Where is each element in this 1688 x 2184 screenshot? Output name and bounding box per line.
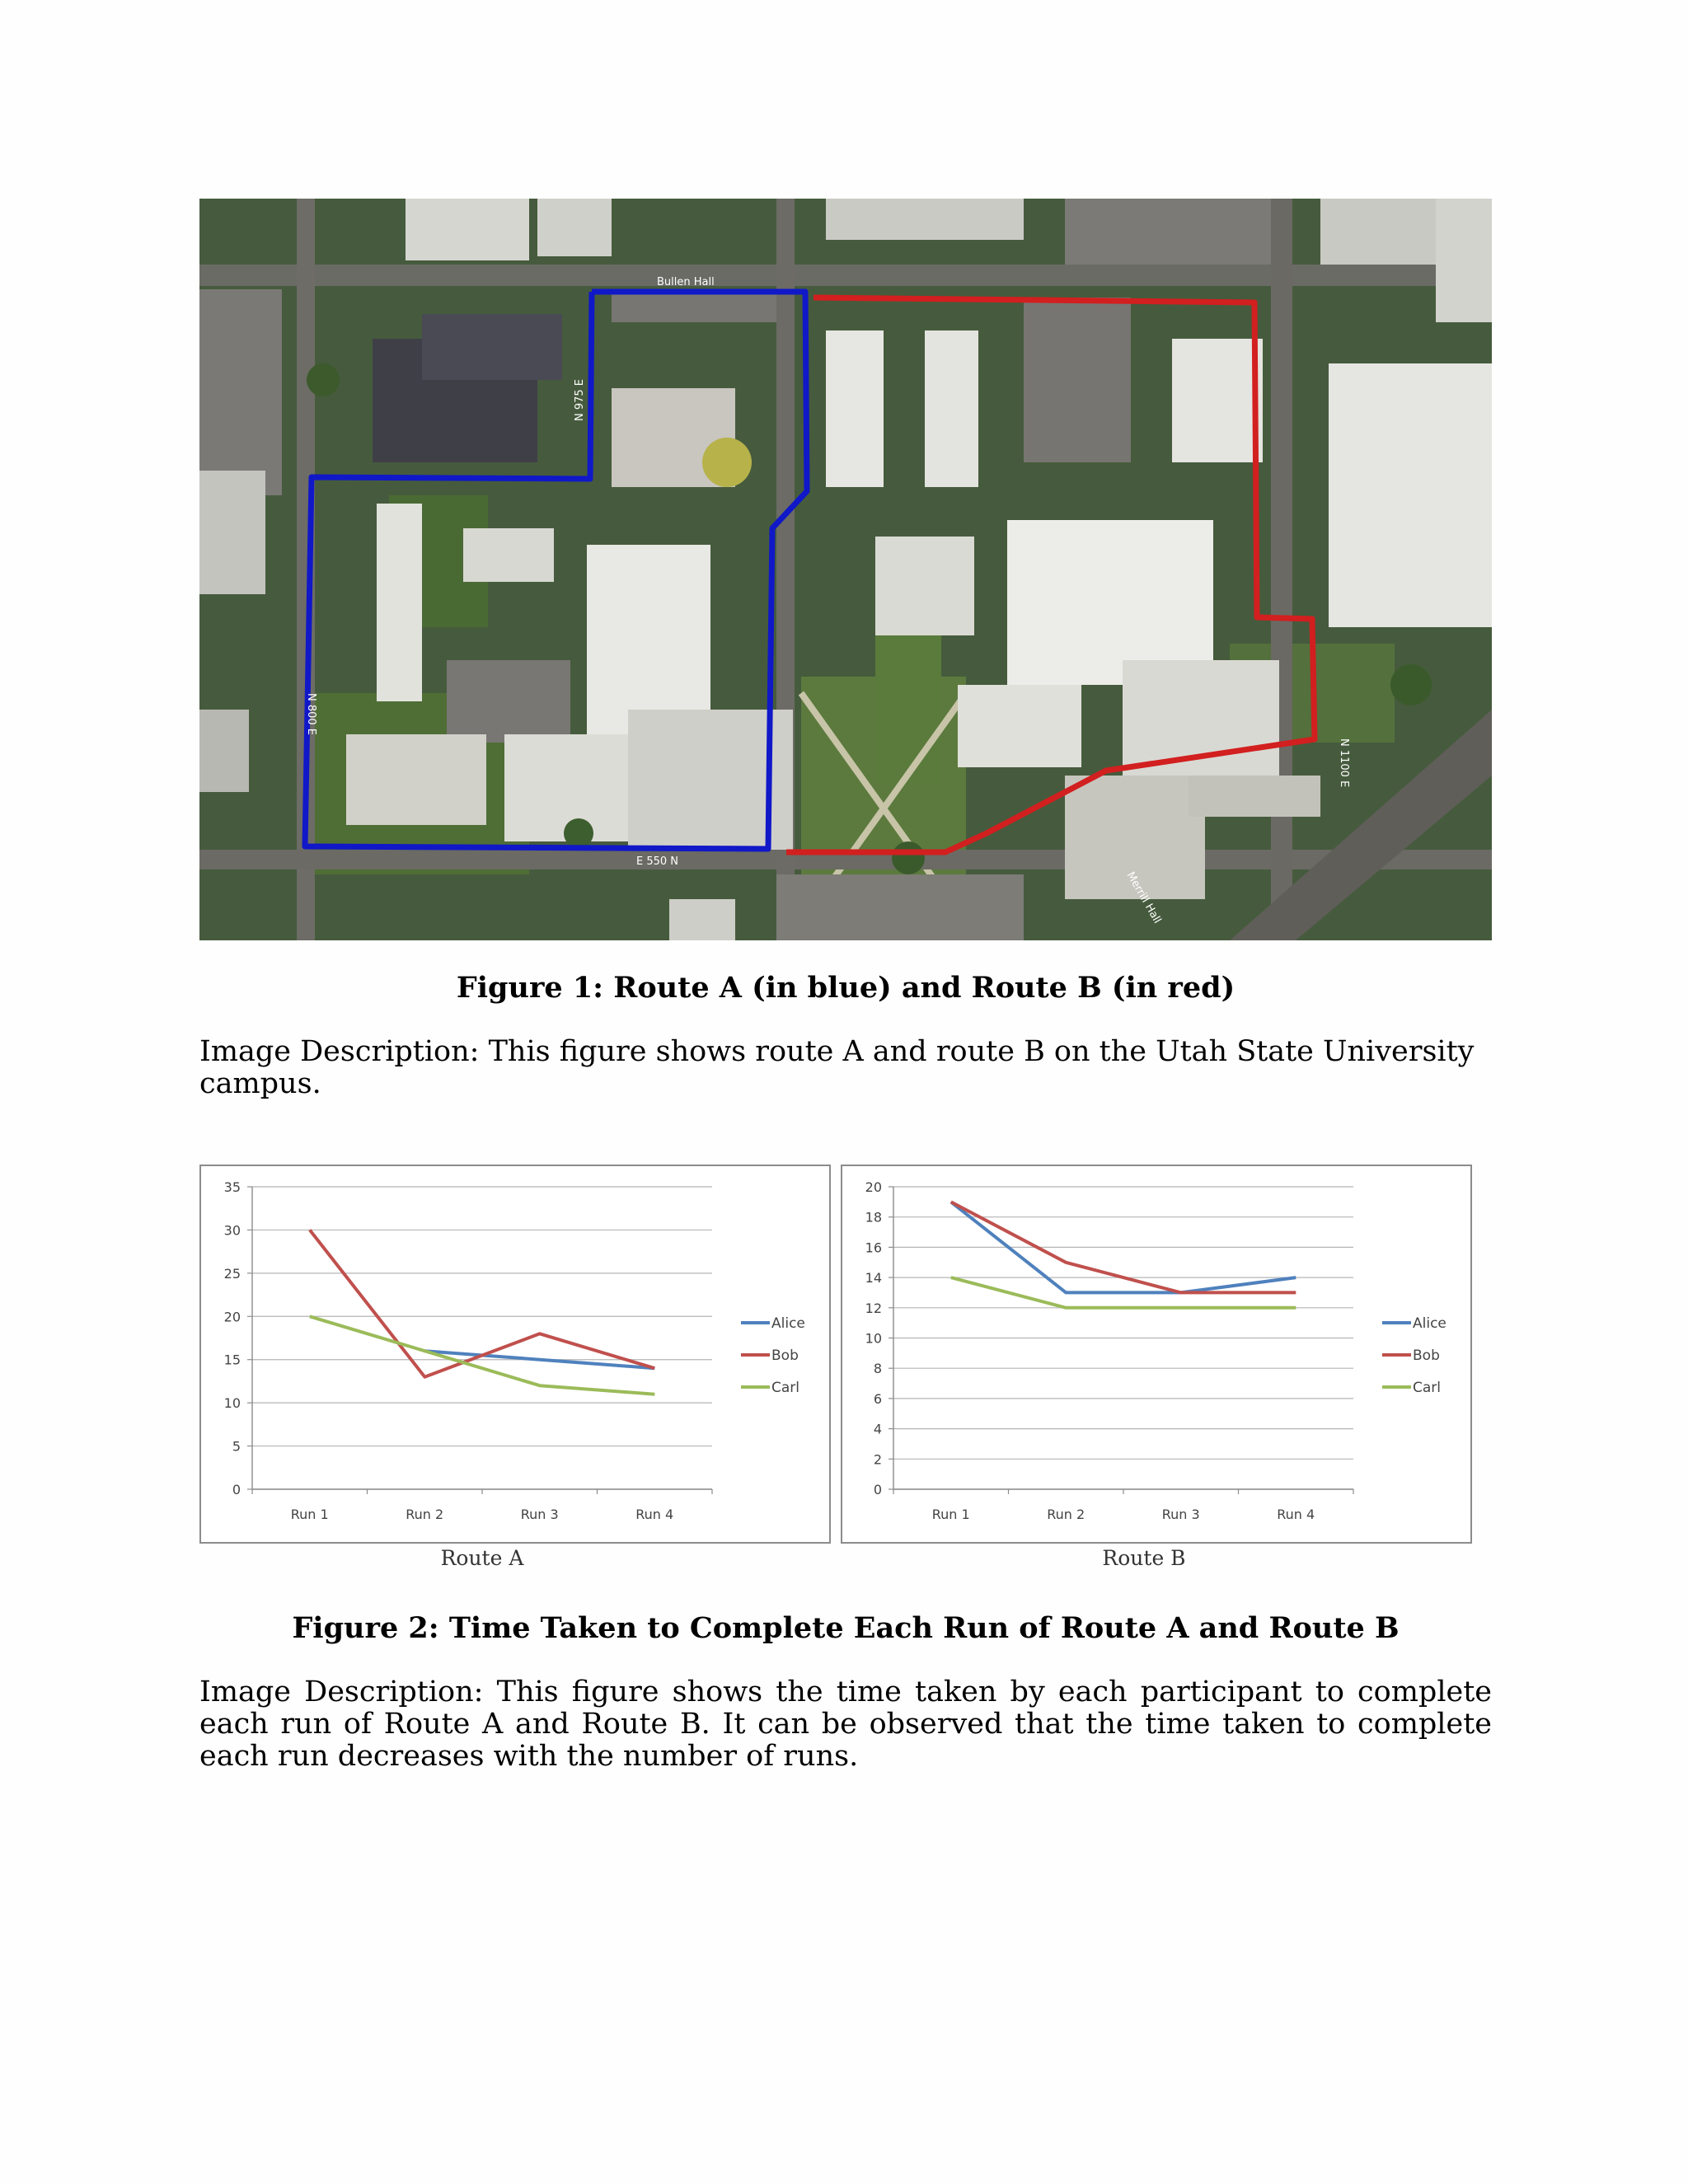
y-tick-label: 0 (232, 1482, 241, 1497)
map-label-bullen-hall: Bullen Hall (657, 276, 715, 288)
y-tick-label: 20 (223, 1309, 241, 1325)
legend-label-bob: Bob (771, 1347, 799, 1364)
y-tick-label: 4 (873, 1421, 882, 1437)
figure-2-description: Image Description: This figure shows the time taken by each participant to complete each run of Route A and Route B. It can be observed that the time taken to complete each run decreases with the number of runs. (199, 1675, 1492, 1773)
y-tick-label: 18 (865, 1209, 882, 1226)
legend-label-alice: Alice (1413, 1315, 1447, 1332)
campus-map-drawing (199, 199, 1492, 940)
y-tick-label: 8 (873, 1361, 882, 1377)
legend-label-carl: Carl (771, 1380, 799, 1396)
y-tick-label: 15 (223, 1352, 241, 1368)
y-tick-label: 6 (873, 1390, 882, 1407)
y-tick-label: 35 (223, 1179, 241, 1195)
y-tick-label: 0 (873, 1482, 882, 1497)
x-tick-label: Run 3 (520, 1507, 559, 1522)
map-label-merrill-hall: Merrill Hall (1123, 869, 1164, 926)
y-tick-label: 10 (223, 1395, 241, 1412)
y-tick-label: 25 (223, 1265, 241, 1282)
y-tick-label: 5 (232, 1438, 241, 1455)
series-line-bob (310, 1230, 655, 1376)
legend-label-alice: Alice (771, 1315, 805, 1332)
y-tick-label: 30 (223, 1222, 241, 1239)
x-tick-label: Run 4 (1277, 1507, 1315, 1522)
legend-label-bob: Bob (1413, 1347, 1440, 1364)
y-tick-label: 2 (873, 1451, 882, 1468)
route-b-chart (841, 1165, 1472, 1544)
map-label-n975e: N 975 E (574, 378, 586, 421)
y-tick-label: 12 (865, 1300, 882, 1316)
x-tick-label: Run 1 (931, 1507, 970, 1522)
route-b-chart-svg (842, 1166, 1470, 1542)
y-tick-label: 10 (865, 1330, 882, 1347)
x-tick-label: Run 2 (406, 1507, 444, 1522)
figure-1-description: Image Description: This figure shows route A and route B on the Utah State University campus. (199, 1035, 1475, 1100)
map-label-n800e: N 800 E (305, 693, 317, 736)
y-tick-label: 20 (865, 1179, 882, 1195)
x-tick-label: Run 3 (1161, 1507, 1200, 1522)
campus-map (199, 199, 1492, 940)
map-label-n1100e: N 1100 E (1338, 738, 1350, 788)
x-tick-label: Run 1 (290, 1507, 329, 1522)
route-a-chart-svg (201, 1166, 829, 1542)
y-tick-label: 14 (865, 1270, 882, 1286)
figure-2-caption: Figure 2: Time Taken to Complete Each Run of Route A and Route B (292, 1611, 1400, 1645)
route-a-chart-title: Route A (440, 1546, 524, 1570)
x-tick-label: Run 4 (635, 1507, 674, 1522)
legend-label-carl: Carl (1413, 1380, 1441, 1396)
route-a-chart (199, 1165, 831, 1544)
route-b-chart-title: Route B (1102, 1546, 1186, 1570)
y-tick-label: 16 (865, 1240, 882, 1256)
x-tick-label: Run 2 (1047, 1507, 1085, 1522)
figure-1-caption: Figure 1: Route A (in blue) and Route B (in red) (456, 971, 1236, 1005)
map-label-e550n: E 550 N (636, 855, 679, 868)
